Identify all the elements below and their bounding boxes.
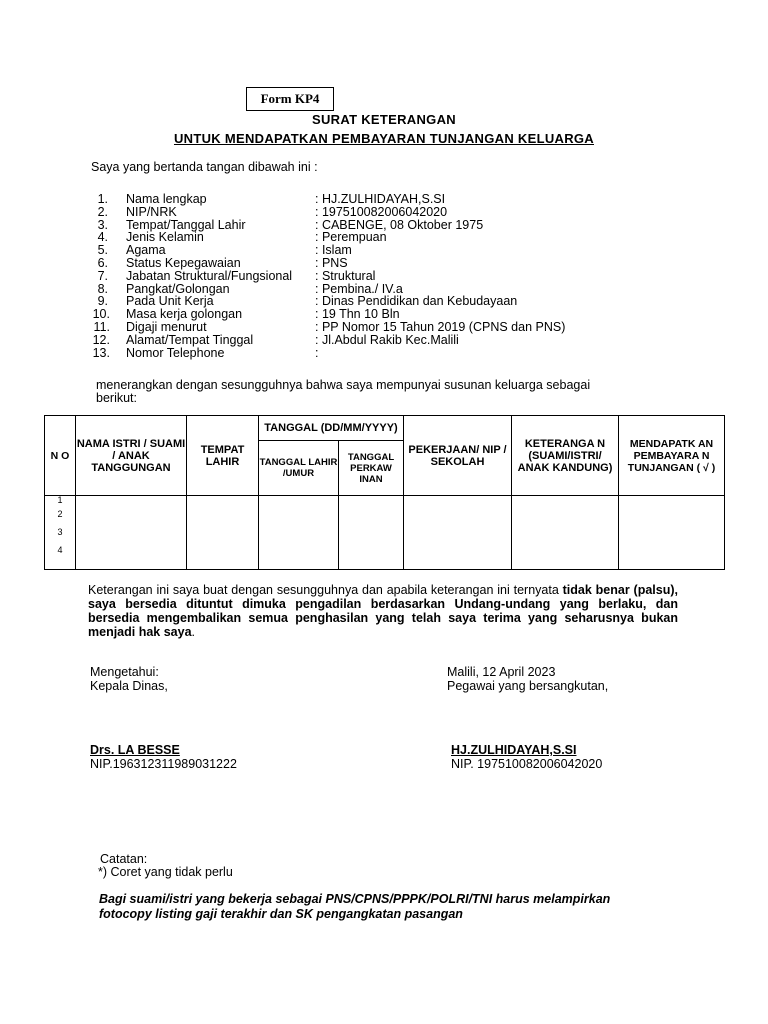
field-label: Pada Unit Kerja [126, 294, 214, 309]
field-value: : Perempuan [315, 230, 387, 245]
statement-line-2: berikut: [96, 391, 137, 405]
title-line-2: UNTUK MENDAPATKAN PEMBAYARAN TUNJANGAN KELUARGA [173, 131, 594, 146]
field-value: : PP Nomor 15 Tahun 2019 (CPNS dan PNS) [315, 320, 566, 334]
field-value: : PNS [315, 256, 348, 270]
note-line-1: Bagi suami/istri yang bekerja sebagai PNS/CPNS/PPPK/POLRI/TNI harus melampirkan [99, 892, 611, 906]
field-number: 6. [97, 256, 108, 270]
family-table [44, 415, 725, 570]
cell-pekerjaan [404, 496, 512, 570]
header-tempat-lahir: TEMPAT LAHIR [187, 416, 259, 496]
field-number: 5. [97, 243, 108, 258]
row-number: 3 [57, 527, 63, 537]
header-pekerjaan: PEKERJAAN/ NIP / SEKOLAH [404, 416, 512, 496]
field-label: Pangkat/Golongan [126, 281, 230, 296]
field-value: : Islam [315, 243, 352, 258]
field-number: 7. [97, 268, 108, 283]
field-number: 9. [97, 294, 108, 309]
left-sig-line-2: Kepala Dinas, [90, 679, 168, 693]
header-tanggal-perkawinan: TANGGAL PERKAW INAN [339, 441, 404, 496]
row-number: 2 [57, 509, 63, 519]
field-number: 10. [92, 307, 110, 322]
statement-line-1: menerangkan dengan sesungguhnya bahwa saya mempunyai susunan keluarga sebagai [96, 378, 591, 392]
field-value: : 19 Thn 10 Bln [315, 307, 400, 322]
row-number: 4 [57, 545, 63, 555]
left-signatory-name: Drs. LA BESSE [90, 743, 180, 757]
header-tanggal-lahir: TANGGAL LAHIR /UMUR [259, 441, 339, 496]
field-value: : [315, 345, 319, 360]
field-number: 2. [97, 204, 108, 219]
field-value: : Struktural [315, 268, 376, 283]
header-tanggal: TANGGAL (DD/MM/YYYY) [259, 416, 404, 441]
declaration-text: Keterangan ini saya buat dengan sesungguhnya dan apabila keterangan ini ternyata [88, 583, 563, 597]
header-no: N O [45, 416, 76, 496]
note-line-2: fotocopy listing gaji terakhir dan SK pengangkatan pasangan [99, 907, 463, 921]
field-number: 1. [97, 192, 108, 206]
field-label: Nomor Telephone [126, 345, 225, 360]
field-label: Jenis Kelamin [126, 230, 204, 245]
field-number: 13. [92, 345, 110, 360]
field-label: Status Kepegawaian [126, 256, 241, 270]
field-number: 12. [92, 332, 110, 347]
right-sig-line-1: Malili, 12 April 2023 [447, 665, 556, 679]
field-label: Jabatan Struktural/Fungsional [126, 268, 293, 283]
row-number: 1 [57, 495, 63, 505]
header-nama: NAMA ISTRI / SUAMI / ANAK TANGGUNGAN [76, 416, 187, 496]
field-number: 11. [93, 320, 110, 334]
cell-tanggal-lahir [259, 496, 339, 570]
header-keterangan: KETERANGA N (SUAMI/ISTRI/ ANAK KANDUNG) [512, 416, 619, 496]
right-signatory-nip: NIP. 197510082006042020 [451, 757, 603, 771]
cell-tempat-lahir [187, 496, 259, 570]
right-sig-line-2: Pegawai yang bersangkutan, [447, 679, 609, 693]
catatan-title: Catatan: [100, 852, 148, 866]
field-label: Tempat/Tanggal Lahir [126, 217, 246, 232]
field-value: : 197510082006042020 [315, 204, 448, 219]
intro-text: Saya yang bertanda tangan dibawah ini : [91, 160, 318, 174]
field-number: 8. [97, 281, 108, 296]
field-label: NIP/NRK [126, 204, 177, 219]
cell-nama [76, 496, 187, 570]
field-value: : Pembina./ IV.a [315, 281, 403, 296]
field-label: Agama [126, 243, 166, 258]
declaration-bold-text: tidak benar (palsu), saya bersedia dituntut dimuka pengadilan berdasarkan Undang-undang yang berlaku, dan bersedia mengembalikan semua penghasilan yang telah saya terima yang seharusnya bukan menjadi hak saya [88, 583, 678, 639]
declaration-end: . [191, 625, 196, 639]
field-value: : HJ.ZULHIDAYAH,S.SI [315, 192, 446, 206]
field-label: Nama lengkap [126, 192, 207, 206]
field-value: : CABENGE, 08 Oktober 1975 [315, 217, 484, 232]
row-numbers-cell [45, 496, 76, 570]
cell-keterangan [512, 496, 619, 570]
form-label: Form KP4 [246, 87, 334, 111]
left-signatory-nip: NIP.196312311989031222 [90, 757, 237, 771]
field-number: 4. [97, 230, 108, 245]
cell-tunjangan [619, 496, 725, 570]
header-tunjangan: MENDAPATK AN PEMBAYARA N TUNJANGAN ( √ ) [619, 416, 725, 496]
declaration-paragraph [88, 583, 678, 639]
field-label: Alamat/Tempat Tinggal [126, 332, 254, 347]
field-value: : Jl.Abdul Rakib Kec.Malili [315, 332, 459, 347]
right-signatory-name: HJ.ZULHIDAYAH,S.SI [451, 743, 577, 757]
catatan-item: *) Coret yang tidak perlu [98, 865, 233, 879]
field-number: 3. [97, 217, 108, 232]
left-sig-line-1: Mengetahui: [90, 665, 159, 679]
field-value: : Dinas Pendidikan dan Kebudayaan [315, 294, 518, 309]
field-label: Masa kerja golongan [126, 307, 243, 322]
cell-tanggal-perkawinan [339, 496, 404, 570]
field-label: Digaji menurut [126, 320, 207, 334]
title-line-1: SURAT KETERANGAN [312, 112, 456, 127]
